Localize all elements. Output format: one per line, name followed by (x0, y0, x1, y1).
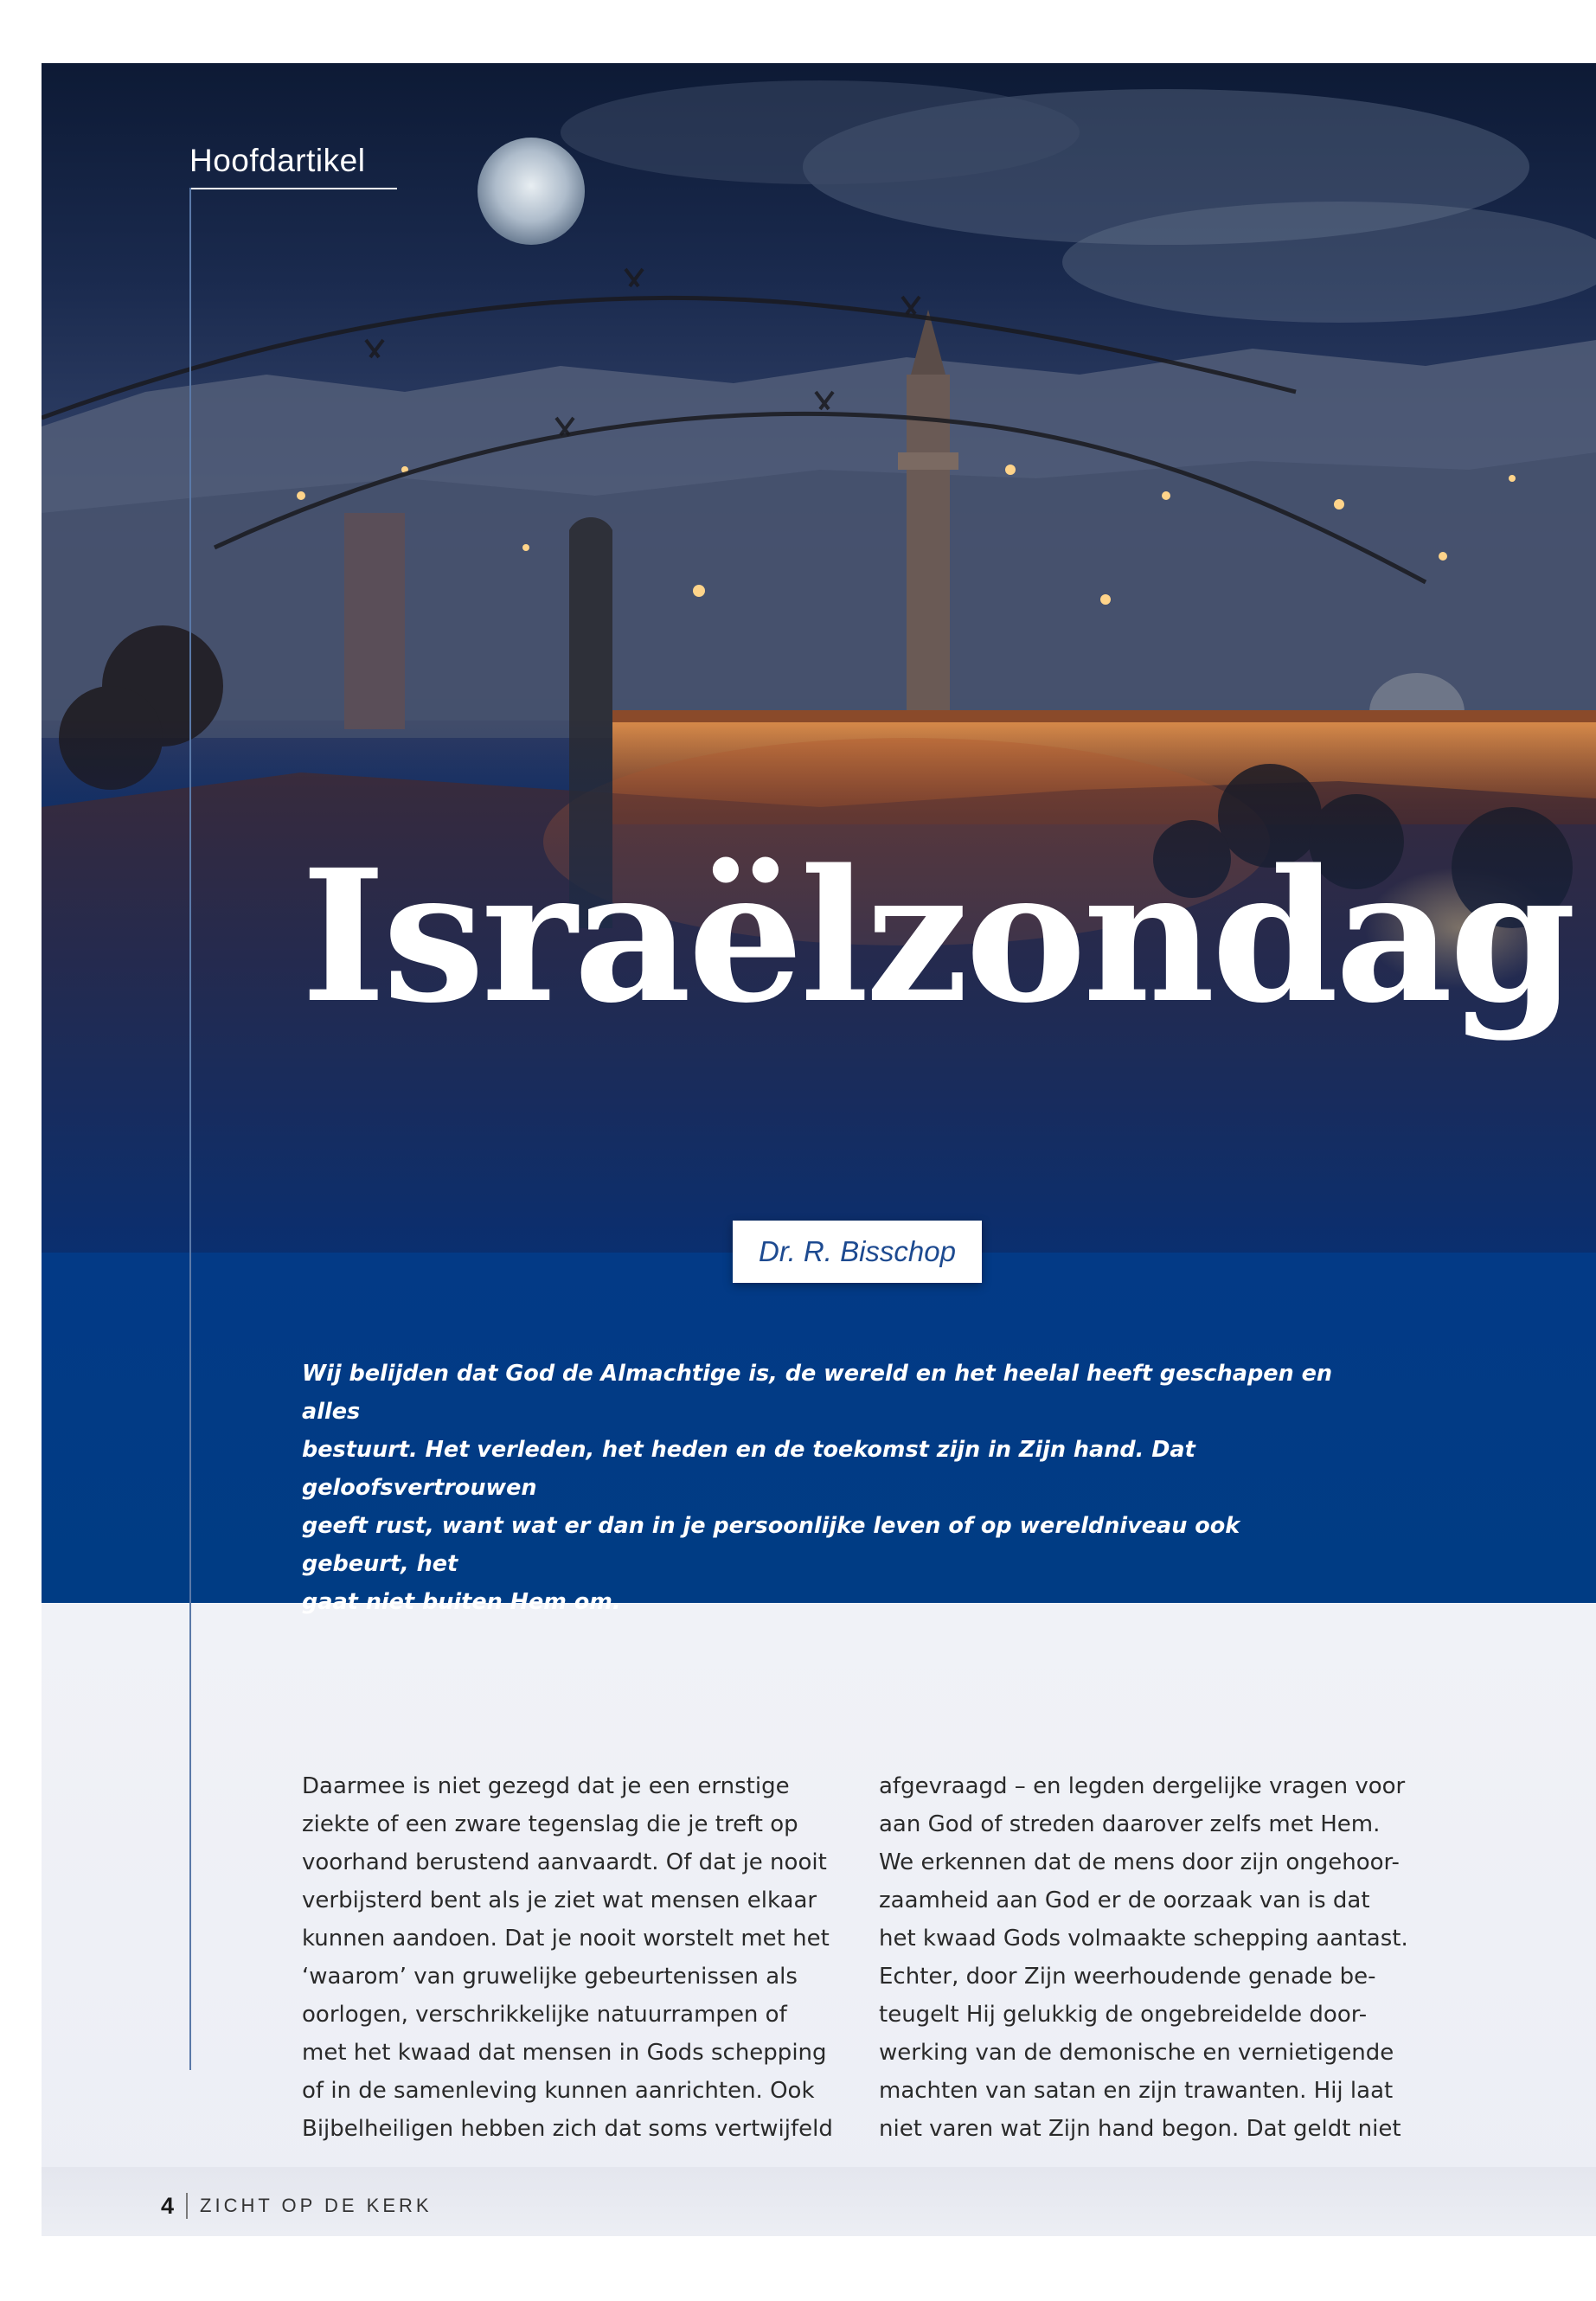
body-line: of in de samenleving kunnen aanrichten. Ook (302, 2078, 815, 2104)
author-box (733, 1221, 982, 1283)
magazine-name: ZICHT OP DE KERK (200, 2195, 433, 2216)
body-line: We erkennen dat de mens door zijn ongehoor- (879, 1849, 1400, 1875)
body-line: voorhand berustend aanvaardt. Of dat je nooit (302, 1849, 827, 1875)
body-line: ziekte of een zware tegenslag die je treft op (302, 1811, 798, 1837)
body-line: verbijsterd bent als je ziet wat mensen elkaar (302, 1888, 817, 1913)
lead-line: geeft rust, want wat er dan in je persoonlijke leven of op wereldniveau ook gebeurt, het (302, 1513, 1240, 1577)
page-footer (161, 2189, 433, 2223)
body-line: oorlogen, verschrikkelijke natuurrampen of (302, 2002, 787, 2028)
section-rule-vertical (189, 188, 191, 2070)
body-line: afgevraagd – en legden dergelijke vragen voor (879, 1773, 1406, 1799)
body-line: Echter, door Zijn weerhoudende genade be- (879, 1964, 1376, 1990)
body-line: machten van satan en zijn trawanten. Hij laat (879, 2078, 1394, 2104)
article-title: Israëlzondag (301, 830, 1574, 1043)
body-line: kunnen aandoen. Dat je nooit worstelt met het (302, 1926, 830, 1952)
body-line: het kwaad Gods volmaakte schepping aantast. (879, 1926, 1408, 1952)
lead-paragraph (302, 1355, 1349, 1621)
body-line: met het kwaad dat mensen in Gods schepping (302, 2040, 827, 2066)
footer-divider (186, 2193, 188, 2219)
moon (478, 138, 585, 245)
lead-line: Wij belijden dat God de Almachtige is, de wereld en het heelal heeft geschapen en alles (302, 1361, 1333, 1425)
body-line: niet varen wat Zijn hand begon. Dat geldt niet (879, 2116, 1401, 2142)
body-line: zaamheid aan God er de oorzaak van is dat (879, 1888, 1370, 1913)
section-rule-horizontal (189, 188, 397, 189)
jerusalem-night-illustration (42, 63, 1596, 1257)
author-name: Dr. R. Bisschop (758, 1235, 956, 1267)
lead-line: gaat niet buiten Hem om. (302, 1589, 621, 1615)
body-column-left (302, 1767, 843, 2148)
body-column-right (879, 1767, 1420, 2148)
body-line: Bijbelheiligen hebben zich dat soms vertwijfeld (302, 2116, 833, 2142)
magazine-page (42, 63, 1596, 2236)
lead-line: bestuurt. Het verleden, het heden en de toekomst zijn in Zijn hand. Dat geloofsvertrouwen (302, 1437, 1195, 1501)
body-line: ‘waarom’ van gruwelijke gebeurtenissen als (302, 1964, 798, 1990)
body-line: Daarmee is niet gezegd dat je een ernstige (302, 1773, 790, 1799)
page-number: 4 (161, 2192, 175, 2219)
body-line: aan God of streden daarover zelfs met Hem. (879, 1811, 1381, 1837)
hero-image (42, 63, 1596, 1257)
body-line: werking van de demonische en vernietigende (879, 2040, 1394, 2066)
body-line: teugelt Hij gelukkig de ongebreidelde door- (879, 2002, 1368, 2028)
section-label: Hoofdartikel (189, 143, 366, 178)
